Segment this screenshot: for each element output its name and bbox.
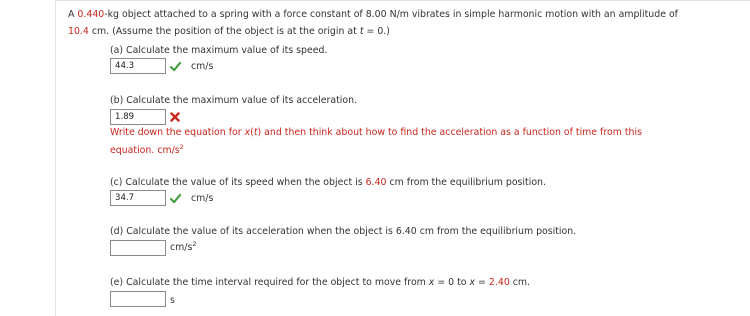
question-text: = 0 to: [434, 277, 470, 288]
problem-text: = 0.): [363, 26, 390, 37]
part-c-question: [110, 177, 546, 188]
position-variable: x: [428, 277, 435, 288]
distance-value: 6.40: [365, 177, 387, 188]
correct-check-icon: [170, 193, 181, 204]
question-text: (c) Calculate the value of its speed when the object is: [110, 177, 366, 188]
unit-exponent: 2: [179, 143, 184, 151]
feedback-text: (: [250, 127, 254, 138]
unit-base: cm/s: [157, 145, 180, 156]
part-a-answer-field[interactable]: 44.3: [110, 58, 166, 74]
panel-top-border: [55, 0, 750, 1]
part-c-answer-field[interactable]: 34.7: [110, 190, 166, 206]
question-text: cm.: [509, 277, 531, 288]
mass-value: 0.440: [77, 9, 105, 20]
feedback-text: equation.: [110, 145, 155, 156]
unit-base: cm/s: [170, 242, 193, 253]
problem-text: cm. (Assume the position of the object is at the origin at: [88, 26, 360, 37]
part-e-answer-field[interactable]: [110, 291, 166, 307]
feedback-text: Write down the equation for: [110, 127, 245, 138]
problem-statement-line-2: [68, 26, 390, 37]
position-variable: x: [469, 277, 476, 288]
problem-text: A: [68, 9, 78, 20]
question-text: (e) Calculate the time interval required for the object to move from: [110, 277, 429, 288]
amplitude-value: 10.4: [68, 26, 89, 37]
part-e-question: [110, 277, 530, 288]
part-b-unit: [157, 145, 183, 156]
feedback-variable-x: x: [244, 127, 251, 138]
unit-exponent: 2: [192, 240, 197, 248]
part-d-answer-field[interactable]: [110, 240, 166, 256]
panel-left-border: [55, 0, 56, 316]
feedback-text: ) and then think about how to find the acceleration as a function of time from this: [257, 127, 642, 138]
feedback-variable-t: t: [253, 127, 258, 138]
incorrect-x-icon: [170, 112, 180, 122]
part-a-unit: cm/s: [191, 61, 214, 72]
part-c-unit: cm/s: [191, 193, 214, 204]
time-variable: t: [359, 26, 364, 37]
part-d-question: (d) Calculate the value of its acceleration when the object is 6.40 cm from the equilibrium position.: [110, 226, 577, 237]
problem-statement-line-1: [68, 9, 678, 20]
part-b-feedback-line-1: [110, 127, 642, 138]
part-b-question: (b) Calculate the maximum value of its acceleration.: [110, 95, 358, 106]
part-d-unit: [170, 242, 196, 253]
part-a-question: (a) Calculate the maximum value of its speed.: [110, 45, 328, 56]
correct-check-icon: [170, 61, 181, 72]
problem-text: -kg object attached to a spring with a force constant of 8.00 N/m vibrates in simple harmonic motion with an amplitude of: [104, 9, 678, 20]
question-text: =: [475, 277, 489, 288]
question-text: cm from the equilibrium position.: [386, 177, 546, 188]
part-b-feedback-line-2: [110, 145, 184, 156]
part-b-answer-field[interactable]: 1.89: [110, 109, 166, 125]
part-e-unit: s: [170, 295, 175, 306]
distance-value: 2.40: [488, 277, 510, 288]
